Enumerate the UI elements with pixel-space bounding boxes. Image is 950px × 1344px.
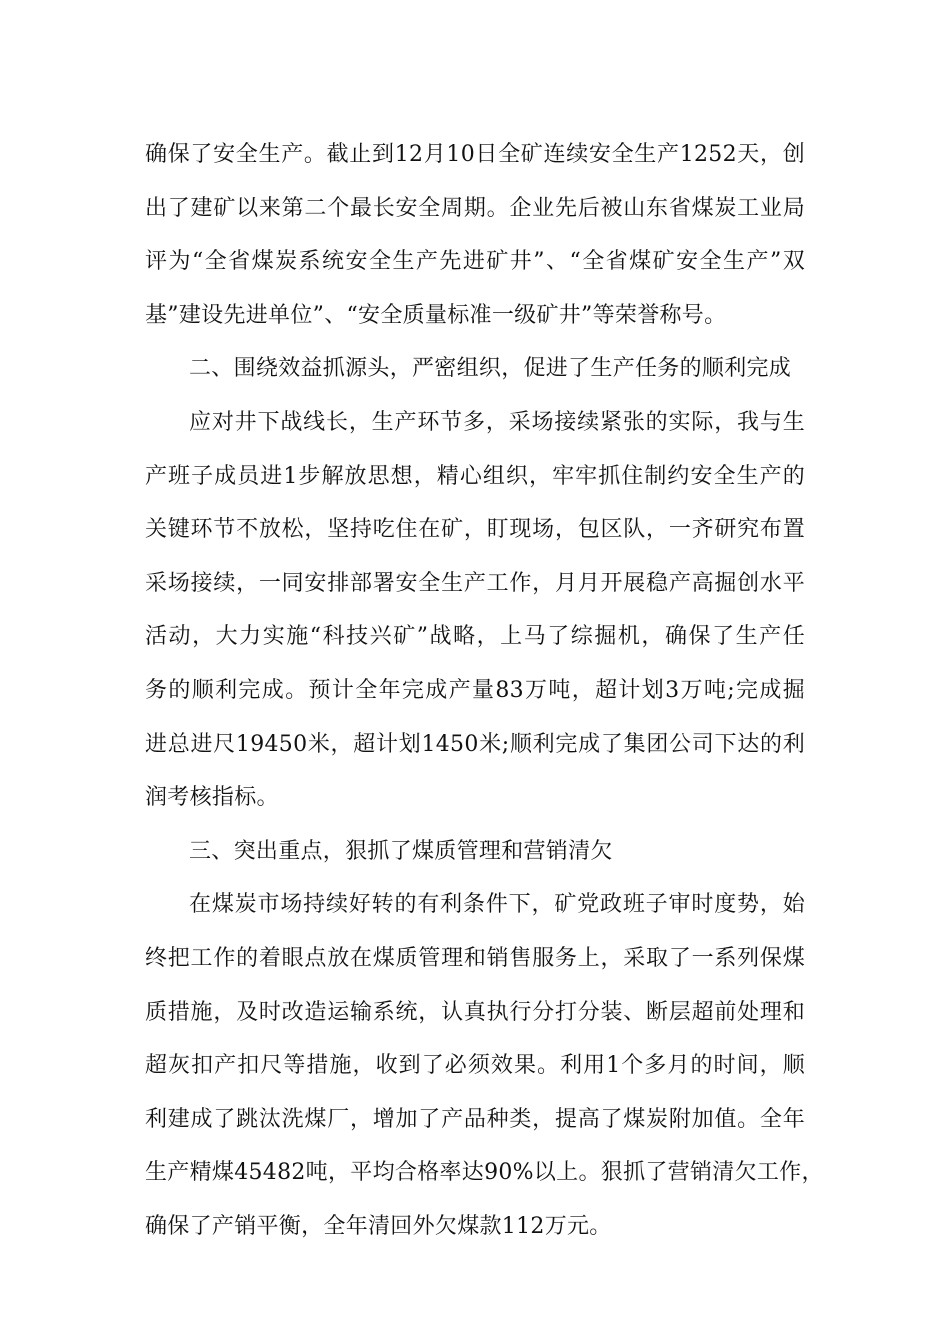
text-line: 进总进尺19450米，超计划1450米;顺利完成了集团公司下达的利 [145, 731, 805, 757]
text-line: 务的顺利完成。预计全年完成产量83万吨，超计划3万吨;完成掘 [145, 677, 805, 703]
text-line: 生产精煤45482吨，平均合格率达90%以上。狠抓了营销清欠工作， [145, 1160, 824, 1186]
text-line: 确保了安全生产。截止到12月10日全矿连续安全生产1252天，创 [145, 142, 805, 167]
section-heading: 二、围绕效益抓源头，严密组织，促进了生产任务的顺利完成 [189, 356, 792, 382]
text-line: 活动，大力实施“科技兴矿”战略，上马了综掘机，确保了生产任 [145, 624, 805, 650]
text-line: 确保了产销平衡，全年清回外欠煤款112万元。 [145, 1213, 612, 1239]
text-line: 出了建矿以来第二个最长安全周期。企业先后被山东省煤炭工业局 [145, 195, 805, 221]
text-line: 基”建设先进单位”、“安全质量标准一级矿井”等荣誉称号。 [145, 302, 727, 328]
text-line: 在煤炭市场持续好转的有利条件下，矿党政班子审时度势，始 [189, 892, 805, 918]
text-line: 超灰扣产扣尺等措施，收到了必须效果。利用1个多月的时间，顺 [145, 1053, 805, 1079]
text-line: 关键环节不放松，坚持吃住在矿，盯现场，包区队，一齐研究布置 [145, 517, 805, 543]
text-line: 终把工作的着眼点放在煤质管理和销售服务上，采取了一系列保煤 [145, 945, 805, 971]
text-line: 润考核指标。 [145, 785, 279, 811]
text-line: 应对井下战线长，生产环节多，采场接续紧张的实际，我与生 [189, 409, 805, 435]
document-body [145, 128, 824, 1253]
text-line: 产班子成员进1步解放思想，精心组织，牢牢抓住制约安全生产的 [145, 463, 805, 489]
text-line: 采场接续，一同安排部署安全生产工作，月月开展稳产高掘创水平 [145, 570, 805, 596]
text-line: 评为“全省煤炭系统安全生产先进矿井”、“全省煤矿安全生产”双 [145, 249, 805, 275]
text-line: 质措施，及时改造运输系统，认真执行分打分装、断层超前处理和 [145, 999, 805, 1025]
section-heading: 三、突出重点，狠抓了煤质管理和营销清欠 [189, 838, 613, 864]
text-line: 利建成了跳汰洗煤厂，增加了产品种类，提高了煤炭附加值。全年 [145, 1106, 805, 1132]
